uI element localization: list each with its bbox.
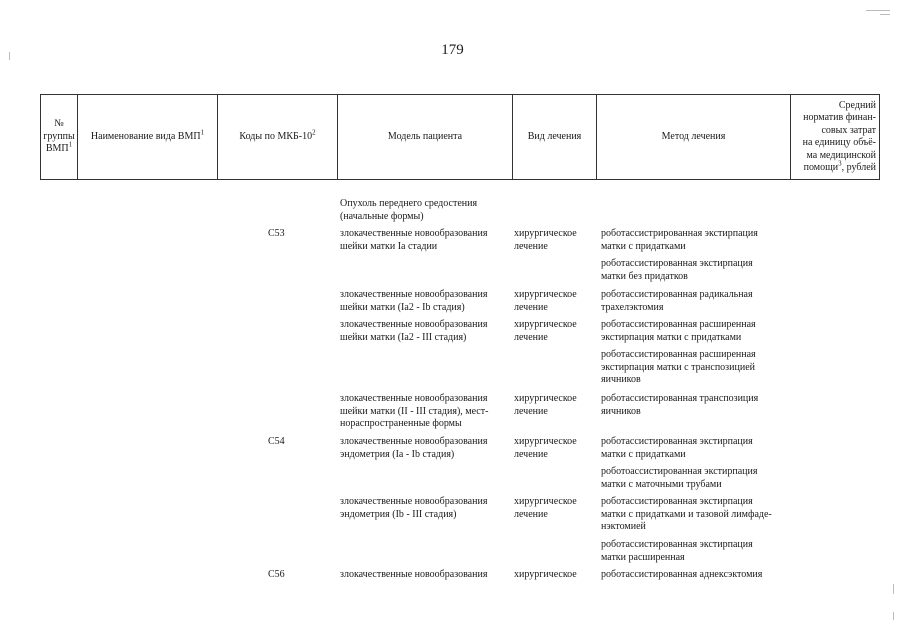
row-treatment-type-line: лечение: [514, 405, 548, 417]
row-treatment-type: [514, 319, 594, 344]
footnote-mark: 3: [838, 159, 842, 168]
row-patient-model-line: эндометрия (Ib - III стадия): [340, 508, 457, 520]
row-treatment-type-line: хирургическое: [514, 569, 577, 580]
header-patient-model-text: Модель пациента: [387, 130, 463, 142]
table-body: [0, 178, 905, 608]
footnote-mark: 1: [68, 140, 73, 149]
header-mkb-codes: [217, 95, 337, 179]
row-treatment-method: [601, 393, 791, 418]
row-treatment-method-line: матки с маточными трубами: [601, 478, 722, 490]
row-treatment-type: [514, 393, 594, 418]
row-treatment-method-line: матки с придатками: [601, 448, 686, 460]
header-group-number-line: группы: [43, 130, 75, 142]
row-treatment-method-line: матки без придатков: [601, 270, 688, 282]
table-header: [40, 94, 880, 180]
row-treatment-method-line: экстирпация матки с транспозицией: [601, 361, 755, 373]
row-treatment-type-line: хирургическое: [514, 319, 577, 330]
row-treatment-type-line: лечение: [514, 240, 548, 252]
row-patient-model-line: эндометрия (Ia - Ib стадия): [340, 448, 455, 460]
row-treatment-type: [514, 496, 594, 521]
row-patient-model: [340, 228, 508, 253]
row-treatment-method: [601, 289, 791, 314]
row-mkb-code: C54: [268, 436, 285, 447]
header-group-number-line: №: [54, 118, 64, 130]
row-treatment-method: [601, 349, 791, 387]
header-mkb-codes-text: Коды по МКБ-10: [239, 130, 313, 142]
row-treatment-method-line: робота​ссистированная расширенная: [601, 349, 756, 360]
row-treatment-method-line: нэктомией: [601, 521, 646, 532]
header-treatment-method-text: Метод лечения: [661, 130, 726, 142]
row-treatment-type: [514, 569, 594, 582]
row-treatment-method-line: матки с придатками: [601, 240, 686, 252]
header-cost-line: норматив финан-: [803, 112, 876, 123]
row-treatment-method: [601, 258, 791, 283]
row-treatment-type-line: лечение: [514, 301, 548, 313]
header-cost-standard: [790, 95, 880, 179]
scan-artifact: [866, 10, 890, 11]
row-treatment-method-line: робота​ссистированная транспозиция: [601, 393, 759, 404]
row-treatment-type-line: лечение: [514, 331, 548, 343]
row-patient-model: [340, 198, 508, 223]
row-treatment-method-line: робота​ссистированная экстирпация: [601, 539, 753, 550]
row-treatment-method: [601, 319, 791, 344]
row-patient-model-line: злокачественные новообразования: [340, 436, 488, 447]
row-patient-model-line: шейки матки (Ia2 - Ib стадия): [340, 301, 465, 313]
row-treatment-method: [601, 228, 791, 253]
row-treatment-type: [514, 436, 594, 461]
row-patient-model-line: шейки матки (II - III стадия), мест-: [340, 405, 489, 417]
row-patient-model: [340, 436, 508, 461]
row-treatment-method-line: робота​ссистированная экстирпация: [601, 258, 753, 269]
header-treatment-method: [596, 95, 790, 179]
row-treatment-method: [601, 539, 791, 564]
row-patient-model: [340, 289, 508, 314]
row-patient-model-line: злокачественные новообразования: [340, 289, 488, 300]
row-treatment-method-line: робота​ссистированная расширенная: [601, 319, 756, 330]
scan-artifact: [893, 612, 894, 620]
row-treatment-method-line: экстирпация матки с придатками: [601, 331, 742, 343]
row-treatment-type-line: хирургическое: [514, 228, 577, 239]
header-cost-line: совых затрат: [821, 124, 876, 136]
row-patient-model: [340, 496, 508, 521]
row-patient-model: [340, 319, 508, 344]
row-treatment-method: [601, 436, 791, 461]
row-patient-model-line: (начальные формы): [340, 210, 424, 222]
scan-artifact: [893, 584, 894, 594]
scan-artifact: [880, 14, 890, 15]
scan-artifact: [9, 52, 10, 60]
header-cost-line: , рублей: [841, 162, 876, 173]
row-treatment-method-line: роботоассистированная экстирпация: [601, 466, 758, 477]
row-treatment-method-line: робота​ссистированная аднексэктомия: [601, 569, 763, 580]
row-treatment-type-line: хирургическое: [514, 289, 577, 300]
row-patient-model-line: злокачественные новообразования: [340, 569, 488, 580]
row-patient-model-line: шейки матки Ia стадии: [340, 240, 438, 252]
header-group-number-line: ВМП: [45, 143, 69, 155]
row-patient-model-line: шейки матки (Ia2 - III стадия): [340, 331, 467, 343]
row-patient-model: [340, 393, 508, 431]
page-number: 179: [441, 42, 464, 58]
row-patient-model-line: злокачественные новообразования: [340, 228, 488, 239]
row-treatment-type-line: лечение: [514, 448, 548, 460]
footnote-mark: 1: [200, 128, 205, 137]
header-vmp-name: [77, 95, 217, 179]
row-treatment-method: [601, 496, 791, 534]
row-treatment-method-line: робота​ссистрированная экстирпация: [601, 228, 758, 239]
row-treatment-type-line: лечение: [514, 508, 548, 520]
row-treatment-method-line: матки с придатками и тазовой лимфаде-: [601, 508, 772, 520]
row-patient-model-line: злокачественные новообразования: [340, 496, 488, 507]
row-treatment-type-line: хирургическое: [514, 436, 577, 447]
row-patient-model-line: злокачественные новообразования: [340, 319, 488, 330]
row-treatment-type-line: хирургическое: [514, 393, 577, 404]
row-mkb-code: C53: [268, 228, 285, 239]
header-group-number: [40, 95, 77, 179]
row-treatment-type: [514, 289, 594, 314]
row-treatment-method: [601, 569, 791, 582]
row-patient-model-line: Опухоль переднего средостения: [340, 198, 478, 209]
header-cost-line: на единицу объё-: [802, 137, 876, 148]
header-cost-line: ма медицинской: [806, 149, 876, 161]
row-treatment-method-line: матки расширенная: [601, 551, 685, 563]
footnote-mark: 2: [312, 128, 316, 137]
row-treatment-method-line: яичников: [601, 374, 641, 385]
row-patient-model-line: злокачественные новообразования: [340, 393, 488, 404]
row-treatment-method-line: робота​ссистированная экстирпация: [601, 436, 753, 447]
row-treatment-method-line: робота​ссистированная радикальная: [601, 289, 753, 300]
row-treatment-method-line: трахелэктомия: [601, 301, 664, 313]
header-treatment-type: [512, 95, 596, 179]
row-patient-model: [340, 569, 508, 582]
row-treatment-type: [514, 228, 594, 253]
row-patient-model-line: нораспространенные формы: [340, 418, 462, 429]
header-cost-line: помощи: [803, 162, 839, 173]
header-patient-model: [337, 95, 512, 179]
row-treatment-method-line: робота​ссистированная экстирпация: [601, 496, 753, 507]
row-treatment-method: [601, 466, 791, 491]
header-cost-line: Средний: [838, 99, 876, 111]
header-vmp-name-text: Наименование вида ВМП: [90, 130, 201, 142]
row-treatment-type-line: хирургическое: [514, 496, 577, 507]
header-treatment-type-text: Вид лечения: [527, 130, 582, 142]
row-mkb-code: C56: [268, 569, 285, 580]
row-treatment-method-line: яичников: [601, 405, 641, 417]
